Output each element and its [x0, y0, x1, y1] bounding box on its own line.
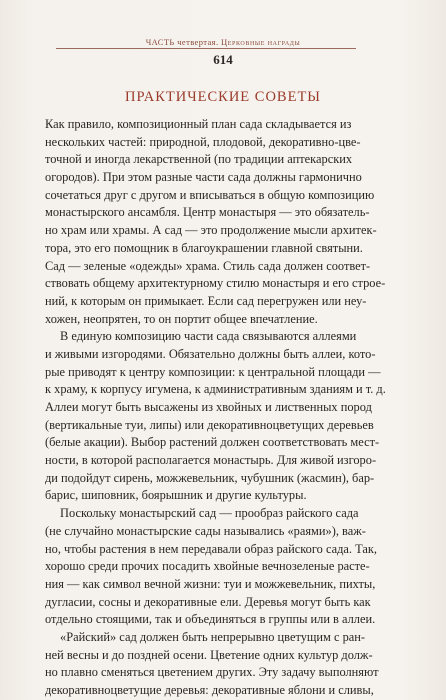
text-line: монастырского ансамбля. Центр монастыря — это обязатель- [45, 205, 370, 220]
text-line: (белые акации). Выбор растений должен соответствовать мест- [45, 435, 380, 450]
text-line: но, чтобы растения в нем передавали образ райского сада. Так, [45, 541, 377, 556]
text-line: Аллеи могут быть высажены из хвойных и лиственных пород [45, 400, 372, 414]
text-line: тора, это его помощник в благоукрашении главной святыни. [45, 240, 363, 255]
text-line: (не случайно монастырские сады назывались «раями»), важ- [45, 523, 366, 538]
text-line: точной и иногда лекарственной (по традиции аптекарских [45, 152, 353, 167]
text-line: отдельно стоящими, так и объединяться в группы или в аллеи. [45, 612, 376, 627]
text-line: рые приводят к центру композиции: к центральной площади — [45, 364, 381, 379]
body-text [45, 116, 445, 700]
text-line: и живыми изгородями. Обязательно должны быть аллеи, кото- [45, 346, 376, 361]
text-line: «Райский» сад должен быть непрерывно цветущим с ран- [60, 629, 366, 644]
text-line: хожен, неопрятен, то он портит общее впечатление. [45, 311, 318, 326]
running-head-title: Церковные награды [221, 37, 301, 47]
text-line: ния — как символ вечной жизни: туи и можжевельник, пихты, [45, 576, 376, 591]
text-line: Как правило, композиционный план сада складывается из [45, 117, 352, 131]
running-head-part: ЧАСТЬ четвертая. [145, 37, 219, 47]
text-line: В единую композицию части сада связываются аллеями [60, 329, 357, 344]
page-number: 614 [213, 52, 233, 67]
running-head [0, 37, 446, 47]
text-line: к храму, к корпусу игумена, к административным зданиям и т. д. [45, 382, 386, 397]
text-line: Сад — зеленые «одежды» храма. Стиль сада должен соответ- [45, 258, 371, 273]
text-line: декоративноцветущие деревья: декоративные яблони и сливы, [45, 683, 374, 697]
text-line: хорошо среди прочих посадить хвойные вечнозеленые расте- [45, 559, 370, 574]
text-line: ний, к которым он примыкает. Если сад перегружен или неу- [45, 293, 367, 308]
text-line: ней весны и до поздней осени. Цветение одних культур долж- [45, 647, 373, 662]
text-line: Поскольку монастырский сад — прообраз райского сада [60, 506, 359, 521]
text-line: сочетаться друг с другом и вписываться в общую композицию [45, 187, 375, 202]
text-line: но храм или храмы. А сад — это продолжение мысли архитек- [45, 223, 377, 238]
text-line: (вертикальные туи, липы) или декоративноцветущих деревьев [45, 417, 374, 432]
text-line: ди подойдут сирень, можжевельник, чубушник (жасмин), бар- [45, 470, 375, 485]
text-line: дугласии, сосны и декоративные ели. Деревья могут быть как [45, 594, 371, 609]
text-line: но плавно сменяться цветением других. Эту задачу выполняют [45, 665, 379, 680]
text-line: ствовать общему архитектурному стилю монастыря и его строе- [45, 276, 386, 291]
text-line: нескольких частей: природной, плодовой, декоративно-цве- [45, 134, 361, 149]
header-rule [56, 48, 356, 49]
text-line: ности, в которой располагается монастырь. Для живой изгоро- [45, 453, 377, 468]
text-line: огородов). При этом разные части сада должны гармонично [45, 170, 362, 185]
section-title: ПРАКТИЧЕСКИЕ СОВЕТЫ [125, 89, 321, 105]
text-line: барис, шиповник, боярышник и другие культуры. [45, 488, 307, 503]
